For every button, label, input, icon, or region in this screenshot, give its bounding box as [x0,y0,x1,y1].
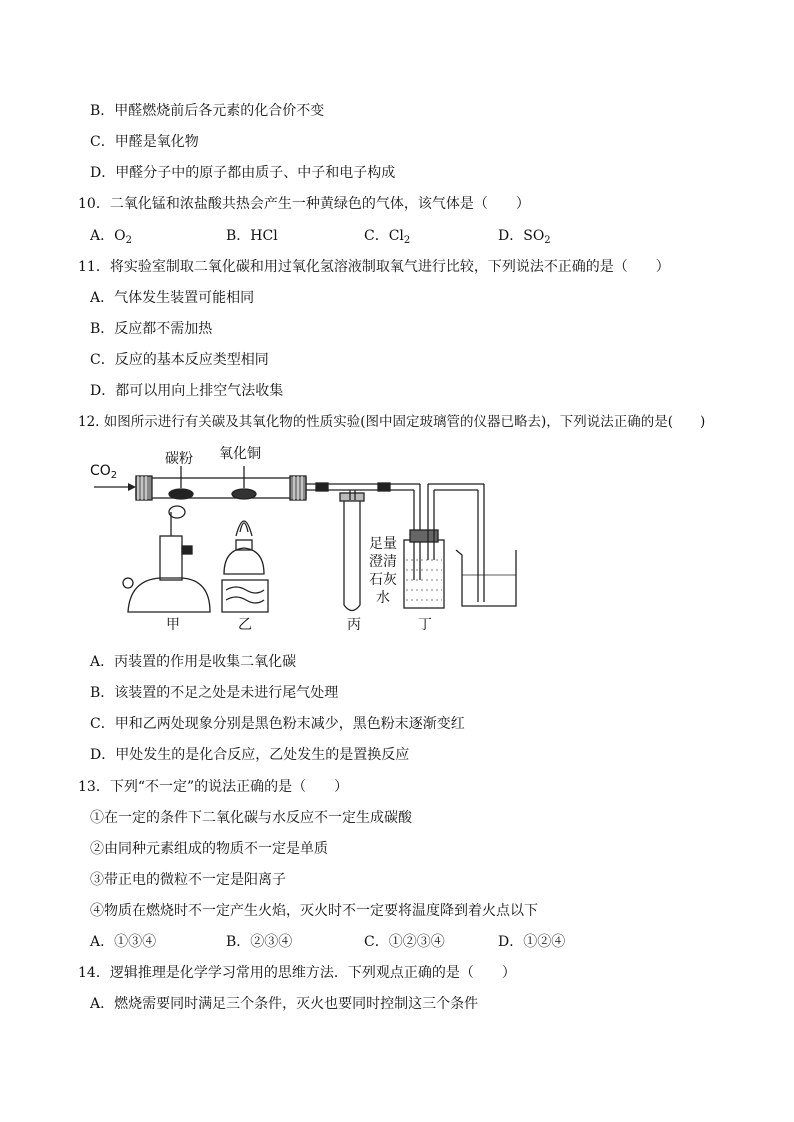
q9-option-c: C．甲醛是氧化物 [90,134,199,150]
limewater-label-3: 石灰 [369,572,397,588]
q13-statement-2: ②由同种元素组成的物质不一定是单质 [90,841,328,857]
q13-statement-1: ①在一定的条件下二氧化碳与水反应不一定生成碳酸 [90,810,412,826]
wood-block [222,580,268,612]
beaker [456,550,516,606]
limewater-label-1: 足量 [369,536,397,552]
q12-option-c: C．甲和乙两处现象分别是黑色粉末减少，黑色粉末逐渐变红 [90,716,465,732]
q12-option-b: B．该装置的不足之处是未进行尾气处理 [90,685,339,701]
bing-label: 丙 [347,617,361,633]
q12-stem: 12. 如图所示进行有关碳及其氧化物的性质实验(图中固定玻璃管的仪器已略去)，下列说法正确的是( ) [78,414,706,430]
q12-option-a: A．丙装置的作用是收集二氧化碳 [90,654,297,670]
q10-a-sub: 2 [125,235,132,246]
alcohol-lamp-yi [224,548,264,574]
q13-option-c: C．①②③④ [364,934,445,950]
copper-oxide-label: 氧化铜 [219,446,261,462]
carbon-powder-pile [169,489,193,499]
q13-option-b: B．②③④ [226,934,293,950]
alcohol-burner-jia [128,578,210,612]
test-tube-bing [344,500,360,611]
q10-d-text: D．SO [498,228,545,244]
q10-a-text: A．O [90,228,126,244]
q10-c-sub: 2 [403,235,411,246]
q10-c-text: C．Cl [364,228,404,244]
q11-option-b: B．反应都不需加热 [90,321,213,337]
q11-stem: 11．将实验室制取二氧化碳和用过氧化氢溶液制取氧气进行比较，下列说法不正确的是（ ） [78,259,670,275]
q10-stem: 10．二氧化锰和浓盐酸共热会产生一种黄绿色的气体，该气体是（ ） [78,196,530,212]
glass-tube [136,478,306,498]
rubber-joint-2 [378,483,390,491]
q14-stem: 14．逻辑推理是化学学习常用的思维方法．下列观点正确的是（ ） [78,965,516,981]
q13-statement-4: ④物质在燃烧时不一定产生火焰，灭火时不一定要将温度降到着火点以下 [90,903,538,919]
q10-d-sub: 2 [544,235,551,246]
inlet-arrowhead [128,483,136,491]
q11-option-d: D．都可以用向上排空气法收集 [90,383,284,399]
q9-option-b: B．甲醛燃烧前后各元素的化合价不变 [90,103,325,119]
q13-statement-3: ③带正电的微粒不一定是阳离子 [90,872,286,888]
q13-option-d: D．①②④ [498,934,566,950]
q13-stem: 13．下列“不一定”的说法正确的是（ ） [78,779,349,795]
q11-option-c: C．反应的基本反应类型相同 [90,352,269,368]
q10-option-b: B．HCl [226,228,278,244]
co2-label: $CO_2$ [90,463,118,481]
q12-option-d: D．甲处发生的是化合反应，乙处发生的是置换反应 [90,747,410,763]
limewater-label-2: 澄清 [369,554,397,570]
q11-option-a: A．气体发生装置可能相同 [90,290,255,306]
gas-bottle-ding [404,540,444,608]
yi-label: 乙 [238,617,252,633]
q13-option-a: A．①③④ [90,934,157,950]
carbon-powder-label: 碳粉 [165,451,193,467]
jia-label: 甲 [166,617,180,633]
copper-oxide-pile [232,489,256,499]
limewater-label-4: 水 [376,590,390,606]
rubber-joint-1 [316,483,328,491]
q9-option-d: D．甲醛分子中的原子都由质子、中子和电子构成 [90,165,396,181]
ding-label: 丁 [418,617,432,633]
q14-option-a: A．燃烧需要同时满足三个条件，灭火也要同时控制这三个条件 [90,996,479,1012]
